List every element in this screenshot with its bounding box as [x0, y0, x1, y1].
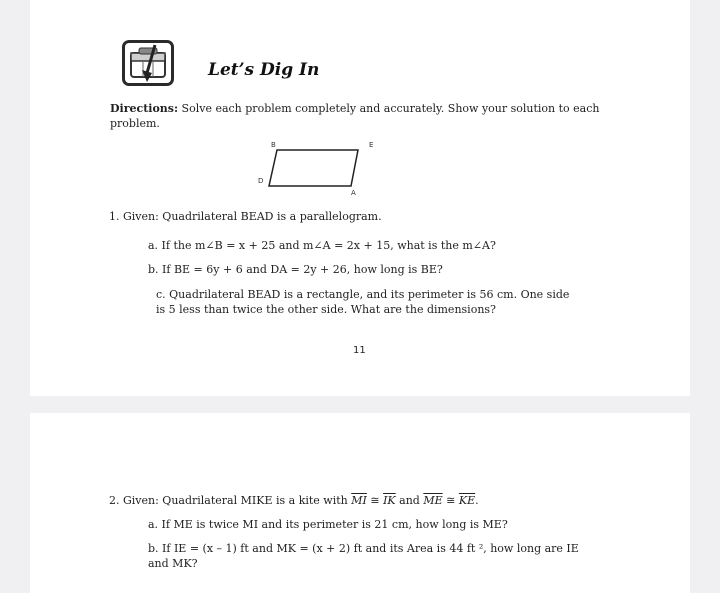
problem-1b: b. If BE = 6y + 6 and DA = 2y + 26, how long is BE?	[148, 263, 443, 276]
period: .	[475, 494, 479, 507]
congruent-symbol-2: ≅	[442, 494, 459, 507]
directions-label: Directions:	[110, 102, 179, 115]
segment-mi: $\overline{MI}$	[351, 494, 367, 507]
and-text: and	[395, 494, 424, 507]
treasure-shovel-icon	[122, 40, 174, 86]
label-b: B	[271, 141, 276, 149]
page-two	[30, 413, 690, 593]
problem-2-stem-text: 2. Given: Quadrilateral MIKE is a kite with	[109, 494, 352, 507]
parallelogram-diagram	[225, 138, 375, 196]
directions-text: Solve each problem completely and accurately. Show your solution to each problem.	[110, 102, 600, 130]
problem-1-stem: 1. Given: Quadrilateral BEAD is a parallelogram.	[109, 210, 382, 223]
segment-me: $\overline{ME}$	[423, 494, 443, 507]
problem-1c-line2: is 5 less than twice the other side. What are the dimensions?	[156, 303, 496, 316]
directions	[110, 101, 630, 131]
label-e: E	[369, 141, 374, 149]
problem-2a: a. If ME is twice MI and its perimeter is 21 cm, how long is ME?	[148, 518, 508, 531]
page-title: Let’s Dig In	[208, 60, 320, 80]
problem-1a: a. If the m∠B = x + 25 and m∠A = 2x + 15, what is the m∠A?	[148, 239, 496, 252]
segment-ke: $\overline{KE}$	[458, 494, 476, 507]
page-number: 11	[353, 345, 366, 356]
page-one	[30, 0, 690, 396]
congruent-symbol: ≅	[366, 494, 384, 507]
problem-2-stem	[109, 493, 479, 508]
label-a: A	[351, 189, 356, 196]
parallelogram-shape	[269, 150, 358, 186]
label-d: D	[258, 177, 264, 185]
problem-1c-line1: c. Quadrilateral BEAD is a rectangle, and its perimeter is 56 cm. One side	[156, 288, 570, 301]
problem-2b-line1: b. If IE = (x – 1) ft and MK = (x + 2) ft and its Area is 44 ft ², how long are IE	[148, 542, 579, 555]
segment-ik: $\overline{IK}$	[383, 494, 396, 507]
problem-2b-line2: and MK?	[148, 557, 198, 570]
